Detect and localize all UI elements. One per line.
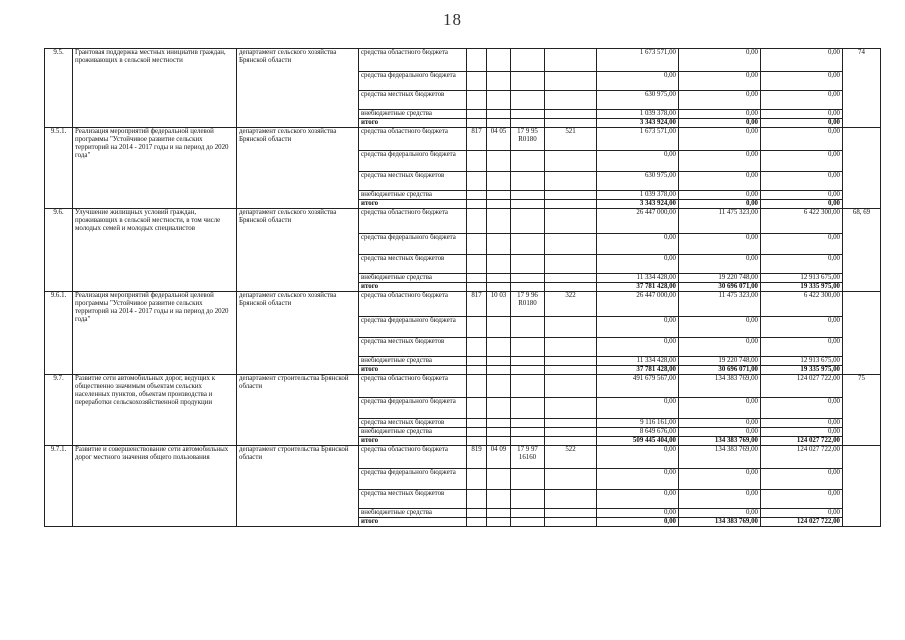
code-csr	[511, 375, 545, 398]
amount-year-1: 0,00	[597, 151, 679, 172]
table-row	[45, 375, 881, 398]
code-rz-empty	[487, 110, 511, 119]
amount-year-1: 11 334 428,00	[597, 357, 679, 366]
code-rz-empty	[487, 72, 511, 91]
table-row	[45, 292, 881, 317]
code-vr: 521	[545, 128, 597, 151]
code-csr: 17 9 97 16160	[511, 446, 545, 469]
amount-year-2: 0,00	[679, 49, 761, 72]
goal-indicator: 74	[843, 49, 881, 128]
amount-year-2: 134 383 769,00	[679, 375, 761, 398]
amount-year-3: 19 335 975,00	[761, 283, 843, 292]
amount-year-2: 134 383 769,00	[679, 437, 761, 446]
amount-year-1: 0,00	[597, 509, 679, 518]
code-gr-empty	[467, 428, 487, 437]
amount-year-2: 0,00	[679, 398, 761, 419]
code-csr-empty	[511, 509, 545, 518]
amount-year-3: 0,00	[761, 91, 843, 110]
section-number: 9.5.1.	[45, 128, 73, 209]
budget-table	[44, 48, 881, 527]
code-gr-empty	[467, 469, 487, 490]
code-rz-empty	[487, 234, 511, 255]
amount-year-2: 0,00	[679, 317, 761, 338]
code-vr-empty	[545, 509, 597, 518]
funding-source: средства областного бюджета	[359, 209, 467, 234]
amount-year-2: 0,00	[679, 91, 761, 110]
code-vr-empty	[545, 357, 597, 366]
code-gr-empty	[467, 338, 487, 357]
funding-source: итого	[359, 518, 467, 527]
funding-source: внебюджетные средства	[359, 274, 467, 283]
amount-year-3: 0,00	[761, 110, 843, 119]
code-csr-empty	[511, 437, 545, 446]
code-gr-empty	[467, 283, 487, 292]
goal-indicator	[843, 128, 881, 209]
funding-source: итого	[359, 119, 467, 128]
amount-year-2: 134 383 769,00	[679, 446, 761, 469]
responsible-department: департамент сельского хозяйства Брянской области	[237, 292, 359, 375]
amount-year-2: 0,00	[679, 490, 761, 509]
code-csr-empty	[511, 72, 545, 91]
code-csr-empty	[511, 110, 545, 119]
code-csr-empty	[511, 357, 545, 366]
section-name: Реализация мероприятий федеральной целевой программы "Устойчивое развитие сельских территорий на 2014 - 2017 годы и на период до 2020 года"	[73, 292, 237, 375]
goal-indicator: 68, 69	[843, 209, 881, 292]
code-gr-empty	[467, 234, 487, 255]
code-csr-empty	[511, 234, 545, 255]
funding-source: средства областного бюджета	[359, 49, 467, 72]
code-vr-empty	[545, 490, 597, 509]
code-vr-empty	[545, 91, 597, 110]
amount-year-1: 491 679 567,00	[597, 375, 679, 398]
code-gr-empty	[467, 317, 487, 338]
budget-table-body	[45, 49, 881, 527]
responsible-department: департамент сельского хозяйства Брянской области	[237, 209, 359, 292]
code-csr-empty	[511, 172, 545, 191]
amount-year-2: 0,00	[679, 338, 761, 357]
table-row	[45, 209, 881, 234]
code-gr-empty	[467, 255, 487, 274]
code-rz	[487, 375, 511, 398]
responsible-department: департамент строительства Брянской области	[237, 375, 359, 446]
amount-year-1: 26 447 000,00	[597, 292, 679, 317]
code-vr-empty	[545, 119, 597, 128]
section-name: Грантовая поддержка местных инициатив граждан, проживающих в сельской местности	[73, 49, 237, 128]
code-vr-empty	[545, 366, 597, 375]
amount-year-2: 0,00	[679, 255, 761, 274]
code-rz-empty	[487, 91, 511, 110]
amount-year-1: 0,00	[597, 446, 679, 469]
code-csr-empty	[511, 469, 545, 490]
code-rz	[487, 49, 511, 72]
amount-year-1: 0,00	[597, 72, 679, 91]
amount-year-2: 0,00	[679, 234, 761, 255]
amount-year-1: 0,00	[597, 490, 679, 509]
code-vr-empty	[545, 398, 597, 419]
code-csr-empty	[511, 255, 545, 274]
section-name: Улучшение жилищных условий граждан, проживающих в сельской местности, в том числе молодых семей и молодых специалистов	[73, 209, 237, 292]
amount-year-1: 9 116 161,00	[597, 419, 679, 428]
amount-year-2: 134 383 769,00	[679, 518, 761, 527]
amount-year-1: 0,00	[597, 338, 679, 357]
funding-source: средства местных бюджетов	[359, 172, 467, 191]
code-gr-empty	[467, 490, 487, 509]
amount-year-2: 0,00	[679, 428, 761, 437]
code-rz-empty	[487, 119, 511, 128]
amount-year-2: 30 696 071,00	[679, 283, 761, 292]
code-gr-empty	[467, 366, 487, 375]
amount-year-3: 0,00	[761, 419, 843, 428]
code-gr-empty	[467, 151, 487, 172]
amount-year-1: 3 343 924,00	[597, 200, 679, 209]
amount-year-3: 0,00	[761, 490, 843, 509]
code-csr-empty	[511, 119, 545, 128]
funding-source: средства федерального бюджета	[359, 317, 467, 338]
code-rz: 10 03	[487, 292, 511, 317]
code-gr: 817	[467, 292, 487, 317]
funding-source: итого	[359, 437, 467, 446]
code-gr-empty	[467, 419, 487, 428]
section-name: Реализация мероприятий федеральной целевой программы "Устойчивое развитие сельских территорий на 2014 - 2017 годы и на период до 2020 года"	[73, 128, 237, 209]
code-vr-empty	[545, 437, 597, 446]
table-row	[45, 128, 881, 151]
code-csr	[511, 209, 545, 234]
code-csr-empty	[511, 428, 545, 437]
amount-year-3: 0,00	[761, 428, 843, 437]
code-rz-empty	[487, 357, 511, 366]
table-row	[45, 49, 881, 72]
code-rz-empty	[487, 419, 511, 428]
funding-source: внебюджетные средства	[359, 110, 467, 119]
code-gr-empty	[467, 91, 487, 110]
funding-source: итого	[359, 366, 467, 375]
code-rz-empty	[487, 398, 511, 419]
code-rz: 04 05	[487, 128, 511, 151]
amount-year-1: 0,00	[597, 255, 679, 274]
amount-year-3: 0,00	[761, 200, 843, 209]
goal-indicator: 75	[843, 375, 881, 446]
amount-year-1: 0,00	[597, 518, 679, 527]
code-gr-empty	[467, 110, 487, 119]
code-gr-empty	[467, 274, 487, 283]
amount-year-2: 0,00	[679, 469, 761, 490]
code-vr-empty	[545, 428, 597, 437]
amount-year-1: 26 447 000,00	[597, 209, 679, 234]
amount-year-3: 0,00	[761, 338, 843, 357]
funding-source: средства областного бюджета	[359, 128, 467, 151]
code-csr-empty	[511, 518, 545, 527]
code-vr-empty	[545, 200, 597, 209]
funding-source: итого	[359, 283, 467, 292]
code-csr	[511, 49, 545, 72]
amount-year-2: 19 220 748,00	[679, 274, 761, 283]
amount-year-1: 630 975,00	[597, 172, 679, 191]
amount-year-1: 11 334 428,00	[597, 274, 679, 283]
amount-year-3: 0,00	[761, 49, 843, 72]
amount-year-2: 11 475 323,00	[679, 209, 761, 234]
amount-year-1: 1 673 571,00	[597, 128, 679, 151]
amount-year-1: 1 673 571,00	[597, 49, 679, 72]
responsible-department: департамент сельского хозяйства Брянской области	[237, 49, 359, 128]
amount-year-3: 0,00	[761, 255, 843, 274]
amount-year-3: 0,00	[761, 469, 843, 490]
code-gr	[467, 209, 487, 234]
amount-year-3: 0,00	[761, 191, 843, 200]
code-vr-empty	[545, 283, 597, 292]
code-rz: 04 09	[487, 446, 511, 469]
code-vr	[545, 209, 597, 234]
code-gr: 817	[467, 128, 487, 151]
amount-year-3: 12 913 675,00	[761, 274, 843, 283]
code-csr-empty	[511, 366, 545, 375]
amount-year-1: 1 039 378,00	[597, 191, 679, 200]
code-vr-empty	[545, 469, 597, 490]
code-rz-empty	[487, 255, 511, 274]
funding-source: средства федерального бюджета	[359, 469, 467, 490]
code-gr-empty	[467, 72, 487, 91]
code-gr-empty	[467, 119, 487, 128]
funding-source: средства областного бюджета	[359, 375, 467, 398]
code-rz	[487, 209, 511, 234]
amount-year-3: 124 027 722,00	[761, 375, 843, 398]
amount-year-2: 0,00	[679, 172, 761, 191]
section-number: 9.7.1.	[45, 446, 73, 527]
code-gr-empty	[467, 200, 487, 209]
code-rz-empty	[487, 338, 511, 357]
amount-year-2: 0,00	[679, 128, 761, 151]
code-gr-empty	[467, 191, 487, 200]
amount-year-2: 0,00	[679, 119, 761, 128]
funding-source: итого	[359, 200, 467, 209]
code-vr-empty	[545, 234, 597, 255]
amount-year-2: 0,00	[679, 110, 761, 119]
amount-year-1: 1 039 378,00	[597, 110, 679, 119]
funding-source: внебюджетные средства	[359, 357, 467, 366]
code-rz-empty	[487, 283, 511, 292]
goal-indicator	[843, 292, 881, 375]
funding-source: средства местных бюджетов	[359, 490, 467, 509]
code-csr-empty	[511, 283, 545, 292]
amount-year-1: 8 649 676,00	[597, 428, 679, 437]
amount-year-2: 0,00	[679, 509, 761, 518]
code-gr-empty	[467, 357, 487, 366]
funding-source: средства местных бюджетов	[359, 255, 467, 274]
code-vr	[545, 375, 597, 398]
amount-year-3: 6 422 300,00	[761, 292, 843, 317]
code-csr-empty	[511, 398, 545, 419]
code-gr-empty	[467, 398, 487, 419]
section-number: 9.7.	[45, 375, 73, 446]
code-gr-empty	[467, 437, 487, 446]
code-rz-empty	[487, 200, 511, 209]
amount-year-3: 0,00	[761, 509, 843, 518]
amount-year-2: 11 475 323,00	[679, 292, 761, 317]
code-rz-empty	[487, 191, 511, 200]
amount-year-2: 0,00	[679, 72, 761, 91]
code-rz-empty	[487, 428, 511, 437]
code-gr-empty	[467, 518, 487, 527]
code-csr-empty	[511, 200, 545, 209]
code-csr-empty	[511, 338, 545, 357]
page-number: 18	[443, 10, 462, 29]
amount-year-2: 0,00	[679, 191, 761, 200]
amount-year-3: 124 027 722,00	[761, 437, 843, 446]
code-rz-empty	[487, 317, 511, 338]
code-gr-empty	[467, 509, 487, 518]
code-csr-empty	[511, 419, 545, 428]
code-vr-empty	[545, 191, 597, 200]
code-vr-empty	[545, 518, 597, 527]
code-csr-empty	[511, 151, 545, 172]
code-vr-empty	[545, 110, 597, 119]
code-rz-empty	[487, 437, 511, 446]
section-number: 9.6.	[45, 209, 73, 292]
amount-year-3: 0,00	[761, 317, 843, 338]
responsible-department: департамент сельского хозяйства Брянской области	[237, 128, 359, 209]
code-vr-empty	[545, 255, 597, 274]
code-csr-empty	[511, 274, 545, 283]
funding-source: внебюджетные средства	[359, 428, 467, 437]
amount-year-1: 0,00	[597, 317, 679, 338]
funding-source: средства местных бюджетов	[359, 91, 467, 110]
table-row	[45, 446, 881, 469]
funding-source: средства местных бюджетов	[359, 338, 467, 357]
code-vr-empty	[545, 317, 597, 338]
funding-source: внебюджетные средства	[359, 191, 467, 200]
amount-year-3: 0,00	[761, 128, 843, 151]
amount-year-1: 37 781 428,00	[597, 283, 679, 292]
funding-source: средства местных бюджетов	[359, 419, 467, 428]
code-gr-empty	[467, 172, 487, 191]
amount-year-3: 124 027 722,00	[761, 518, 843, 527]
code-vr-empty	[545, 419, 597, 428]
amount-year-3: 0,00	[761, 234, 843, 255]
code-csr: 17 9 96 R0180	[511, 292, 545, 317]
amount-year-1: 3 343 924,00	[597, 119, 679, 128]
amount-year-3: 12 913 675,00	[761, 357, 843, 366]
code-rz-empty	[487, 518, 511, 527]
amount-year-1: 0,00	[597, 469, 679, 490]
goal-indicator	[843, 446, 881, 527]
section-name: Развитие сети автомобильных дорог, ведущих к общественно значимым объектам сельских населенных пунктов, объектам производства и переработки сельскохозяйственной продукции	[73, 375, 237, 446]
amount-year-2: 30 696 071,00	[679, 366, 761, 375]
code-rz-empty	[487, 274, 511, 283]
amount-year-3: 6 422 300,00	[761, 209, 843, 234]
funding-source: средства федерального бюджета	[359, 151, 467, 172]
amount-year-2: 0,00	[679, 200, 761, 209]
amount-year-3: 0,00	[761, 72, 843, 91]
funding-source: средства федерального бюджета	[359, 398, 467, 419]
amount-year-2: 19 220 748,00	[679, 357, 761, 366]
amount-year-1: 0,00	[597, 234, 679, 255]
amount-year-1: 630 975,00	[597, 91, 679, 110]
code-vr-empty	[545, 338, 597, 357]
code-vr: 522	[545, 446, 597, 469]
code-vr-empty	[545, 151, 597, 172]
amount-year-1: 509 445 404,00	[597, 437, 679, 446]
section-name: Развитие и совершенствование сети автомобильных дорог местного значения общего пользования	[73, 446, 237, 527]
code-gr: 819	[467, 446, 487, 469]
code-vr-empty	[545, 72, 597, 91]
amount-year-3: 0,00	[761, 151, 843, 172]
funding-source: средства федерального бюджета	[359, 234, 467, 255]
amount-year-2: 0,00	[679, 419, 761, 428]
code-gr	[467, 49, 487, 72]
funding-source: средства областного бюджета	[359, 292, 467, 317]
funding-source: внебюджетные средства	[359, 509, 467, 518]
code-rz-empty	[487, 509, 511, 518]
code-gr	[467, 375, 487, 398]
code-rz-empty	[487, 490, 511, 509]
code-rz-empty	[487, 151, 511, 172]
code-vr: 322	[545, 292, 597, 317]
amount-year-3: 0,00	[761, 119, 843, 128]
funding-source: средства федерального бюджета	[359, 72, 467, 91]
code-csr-empty	[511, 91, 545, 110]
code-csr: 17 9 95 R0180	[511, 128, 545, 151]
responsible-department: департамент строительства Брянской области	[237, 446, 359, 527]
amount-year-2: 0,00	[679, 151, 761, 172]
amount-year-3: 0,00	[761, 172, 843, 191]
section-number: 9.5.	[45, 49, 73, 128]
code-vr-empty	[545, 274, 597, 283]
amount-year-3: 124 027 722,00	[761, 446, 843, 469]
code-rz-empty	[487, 172, 511, 191]
amount-year-1: 0,00	[597, 398, 679, 419]
section-number: 9.6.1.	[45, 292, 73, 375]
code-csr-empty	[511, 490, 545, 509]
amount-year-3: 0,00	[761, 398, 843, 419]
amount-year-1: 37 781 428,00	[597, 366, 679, 375]
amount-year-3: 19 335 975,00	[761, 366, 843, 375]
code-vr	[545, 49, 597, 72]
code-csr-empty	[511, 191, 545, 200]
code-csr-empty	[511, 317, 545, 338]
code-rz-empty	[487, 366, 511, 375]
funding-source: средства областного бюджета	[359, 446, 467, 469]
code-rz-empty	[487, 469, 511, 490]
code-vr-empty	[545, 172, 597, 191]
